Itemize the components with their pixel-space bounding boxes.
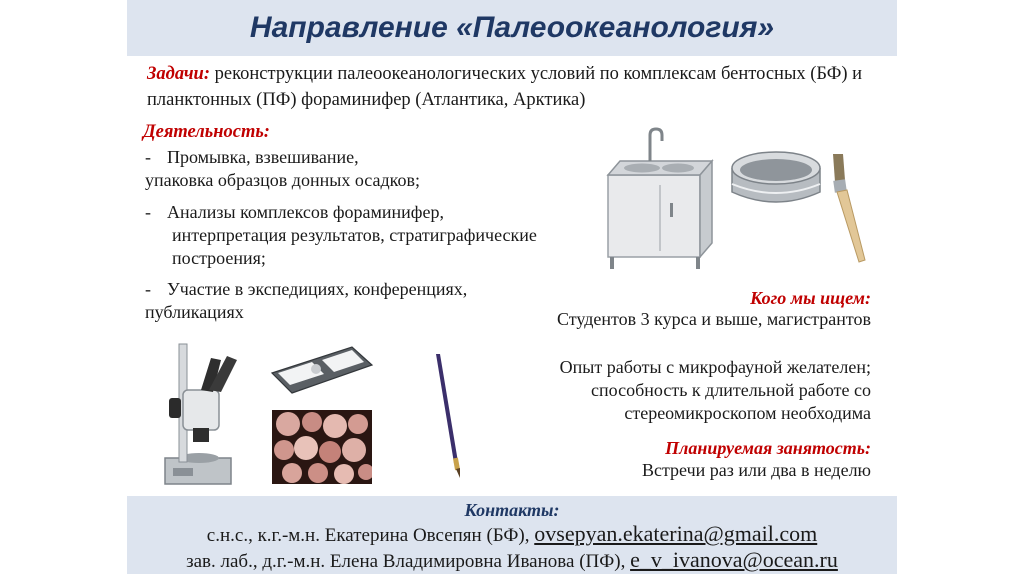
stereomicroscope-icon <box>157 340 247 490</box>
metal-sieve-icon <box>728 142 824 220</box>
seeking-students: Студентов 3 курса и выше, магистрантов <box>556 309 871 329</box>
email-ivanova-link[interactable]: e_v_ivanova@ocean.ru <box>630 547 838 572</box>
sink-cabinet-icon <box>598 125 716 270</box>
planned-label: Планируемая занятость: <box>665 438 871 458</box>
email-ovsepyan-link[interactable]: ovsepyan.ekaterina@gmail.com <box>534 521 818 546</box>
activity-label: Деятельность: <box>143 122 270 142</box>
contact-ivanova: зав. лаб., д.г.-м.н. Елена Владимировна Иванова (ПФ), e_v_ivanova@ocean.ru <box>186 547 838 572</box>
brush-icon <box>825 150 875 265</box>
title-bar <box>127 0 897 56</box>
page-title: Направление «Палеоокеанология» <box>249 11 775 44</box>
contacts-bar <box>127 496 897 574</box>
tasks-paragraph <box>147 61 907 113</box>
contact-ovsepyan: с.н.с., к.г.-м.н. Екатерина Овсепян (БФ), ovsepyan.ekaterina@gmail.com <box>206 521 818 546</box>
micropaleo-slide-icon <box>268 343 376 399</box>
planned-text: Встречи раз или два в неделю <box>641 460 871 480</box>
seeking-label: Кого мы ищем: <box>750 288 871 308</box>
foraminifera-photo-icon <box>272 410 372 484</box>
fine-brush-icon <box>428 350 468 480</box>
tasks-label: Задачи: <box>147 64 211 84</box>
tasks-text: реконструкции палеоокеанологических условий по комплексам бентосных (БФ) и планктонных (ПФ) фораминифер (Атлантика, Арктика) <box>147 64 863 110</box>
activity-item-analysis: - Анализы комплексов фораминифер, интерпретация результатов, стратиграфические построения; <box>145 202 537 268</box>
seeking-experience: Опыт работы с микрофауной желателен; способность к длительной работе со стереомикроскопом необходима <box>559 357 871 423</box>
contacts-label: Контакты: <box>464 500 560 520</box>
activity-item-expeditions: - Участие в экспедициях, конференциях, публикациях <box>145 279 468 322</box>
activity-item-washing: - Промывка, взвешивание, упаковка образцов донных осадков; <box>145 147 420 190</box>
